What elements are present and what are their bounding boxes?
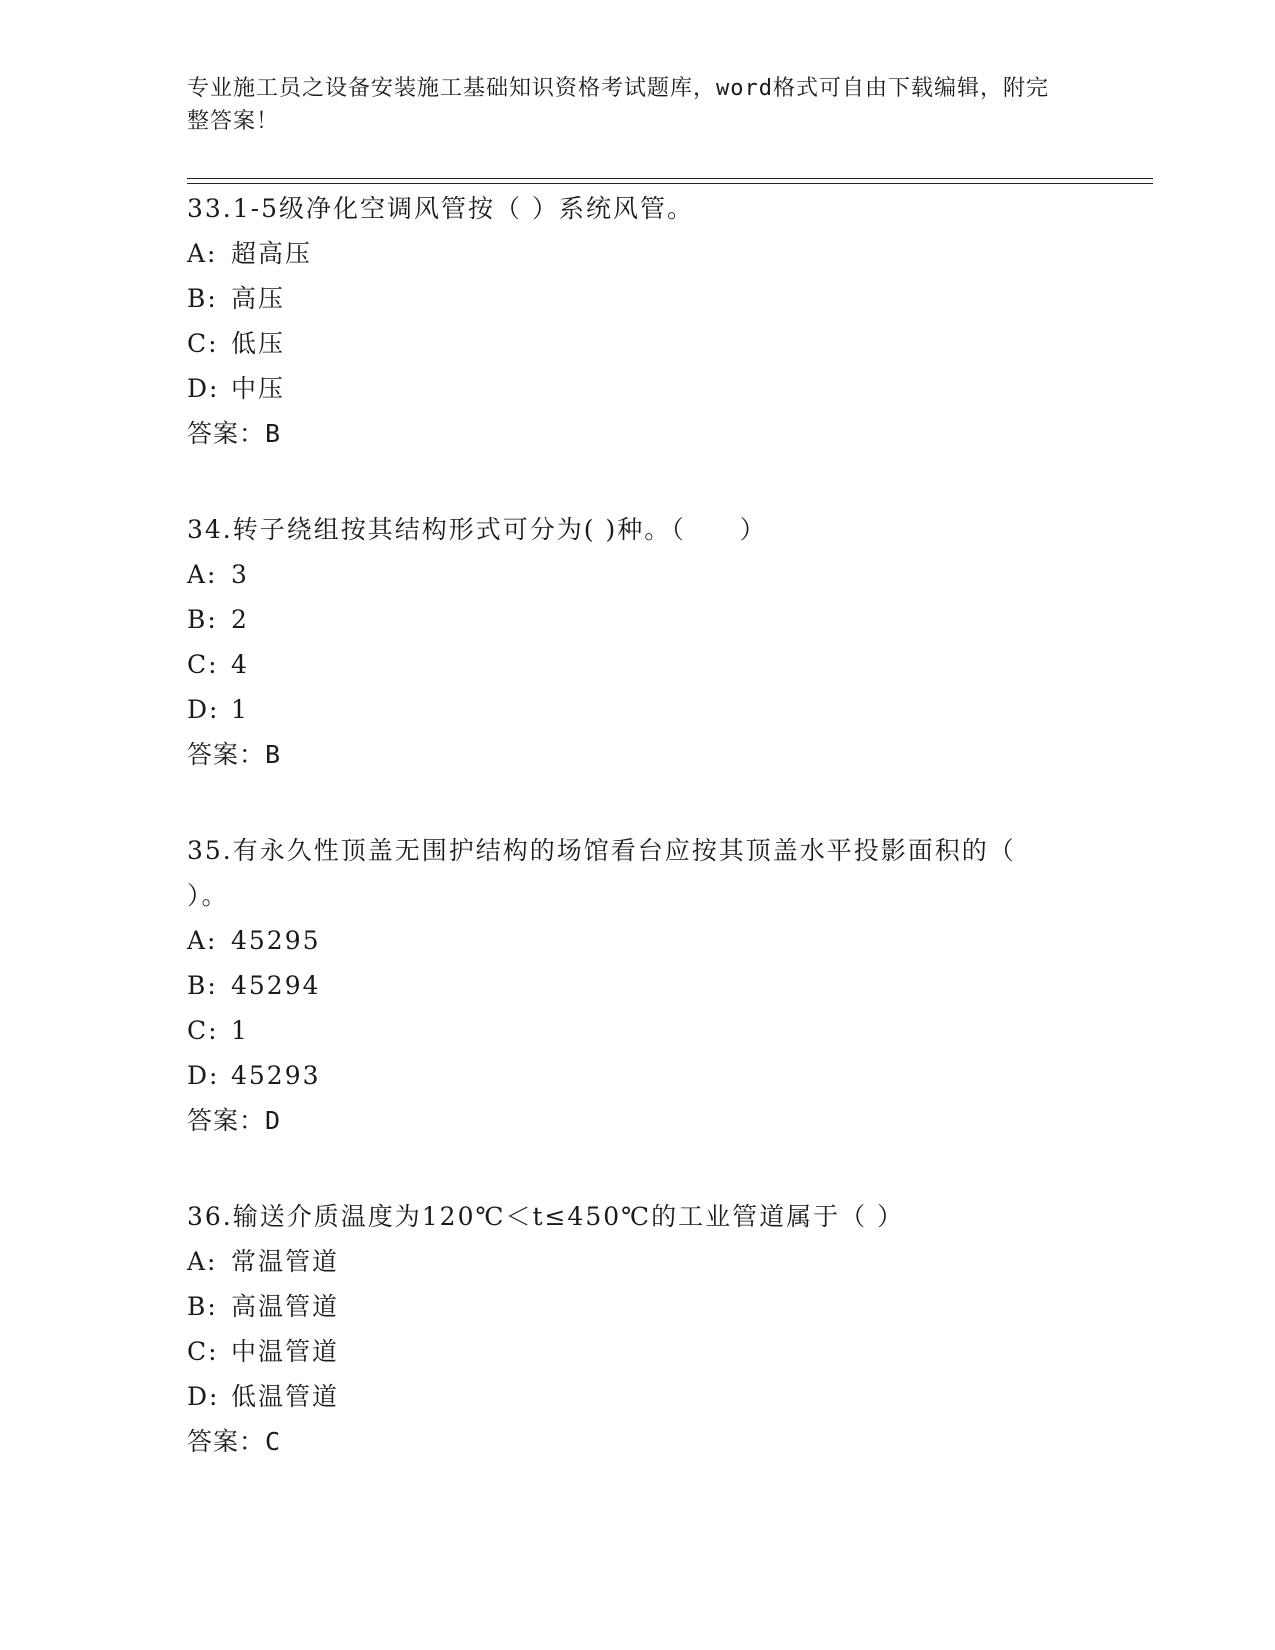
option-text: 1 [231,1016,249,1045]
option-a [187,918,1107,963]
option-label: B: [187,971,218,1000]
question-35 [187,828,1107,1143]
option-label: C: [187,1337,219,1366]
document-header: 专业施工员之设备安装施工基础知识资格考试题库，word格式可自由下载编辑，附完整答案！ [187,76,1049,134]
option-text: 2 [231,605,249,634]
option-text: 常温管道 [231,1247,340,1276]
option-label: D: [187,1382,220,1411]
option-text: 高温管道 [231,1292,340,1321]
option-a [187,1239,1107,1284]
option-text: 45295 [231,926,321,955]
option-text: 3 [231,560,249,589]
question-text: 33.1-5级净化空调风管按（ ）系统风管。 [187,194,694,223]
answer-line: 答案：D [187,1106,282,1135]
option-text: 4 [231,650,249,679]
option-label: D: [187,1061,220,1090]
option-label: A: [187,926,218,955]
option-b [187,963,1107,1008]
option-text: 中压 [231,374,286,403]
question-33 [187,186,1107,456]
option-text: 低温管道 [231,1382,340,1411]
option-a [187,231,1107,276]
option-d [187,1053,1107,1098]
option-label: A: [187,239,218,268]
option-label: C: [187,1016,219,1045]
option-label: B: [187,284,218,313]
option-text: 45294 [231,971,321,1000]
option-text: 45293 [231,1061,321,1090]
option-text: 1 [231,695,249,724]
header-rule-bottom [187,183,1153,184]
option-text: 高压 [231,284,286,313]
option-d [187,687,1107,732]
question-36 [187,1194,1107,1464]
option-label: B: [187,1292,218,1321]
answer-line: 答案：B [187,740,282,769]
option-label: D: [187,695,220,724]
option-label: B: [187,605,218,634]
answer-line: 答案：B [187,419,282,448]
option-label: A: [187,560,218,589]
option-b [187,597,1107,642]
option-c [187,1008,1107,1053]
option-a [187,552,1107,597]
option-c [187,321,1107,366]
question-34 [187,507,1107,777]
question-text: 35.有永久性顶盖无围护结构的场馆看台应按其顶盖水平投影面积的（ ）。 [187,836,1016,910]
question-text: 34.转子绕组按其结构形式可分为( )种。（ ） [187,515,767,544]
option-label: C: [187,329,219,358]
answer-line: 答案：C [187,1427,282,1456]
header-rule-top [187,178,1153,179]
option-c [187,1329,1107,1374]
option-d [187,366,1107,411]
option-label: A: [187,1247,218,1276]
option-d [187,1374,1107,1419]
question-list [187,186,1107,1515]
option-text: 超高压 [231,239,313,268]
option-b [187,1284,1107,1329]
option-b [187,276,1107,321]
option-label: D: [187,374,220,403]
option-c [187,642,1107,687]
option-label: C: [187,650,219,679]
option-text: 中温管道 [231,1337,340,1366]
question-text: 36.输送介质温度为120℃＜t≤450℃的工业管道属于（ ） [187,1202,905,1231]
option-text: 低压 [231,329,286,358]
